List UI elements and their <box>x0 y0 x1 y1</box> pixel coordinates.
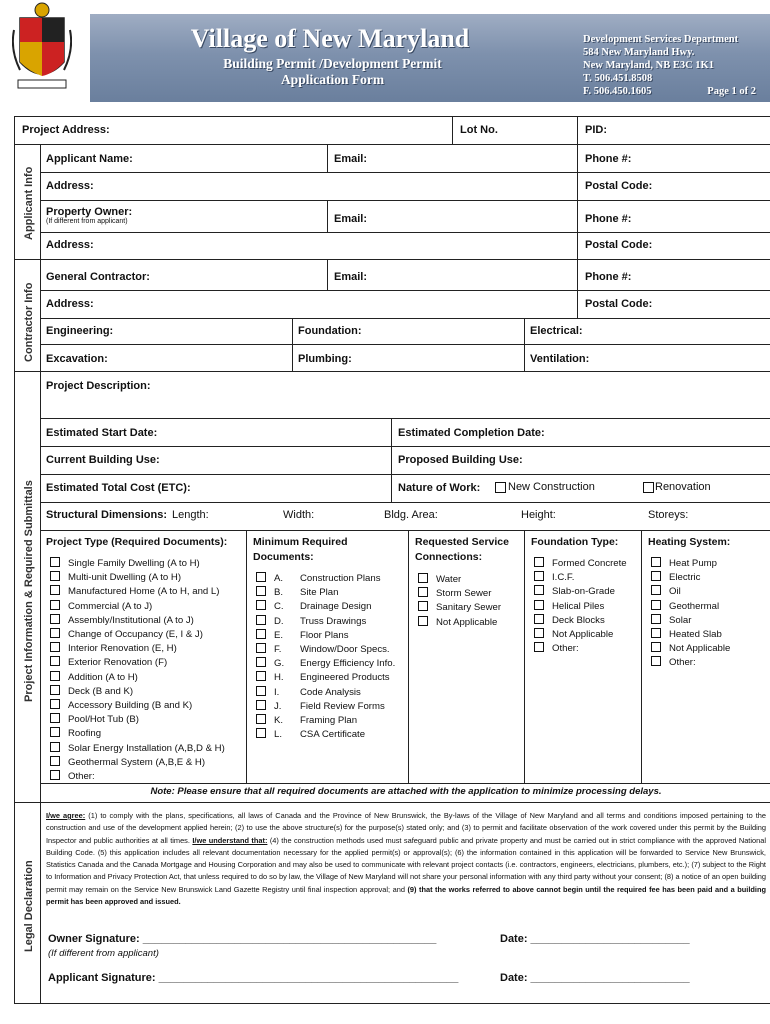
start-date-field[interactable]: Estimated Start Date: <box>46 427 158 439</box>
contractor-postal-field[interactable]: Postal Code: <box>585 298 653 310</box>
ventilation-field[interactable]: Ventilation: <box>530 353 590 365</box>
min-doc-item[interactable]: J. Field Review Forms <box>256 700 395 714</box>
electrical-field[interactable]: Electrical: <box>530 325 583 337</box>
owner-email-field[interactable]: Email: <box>334 213 368 225</box>
heating-checkbox[interactable] <box>651 557 661 567</box>
heating-checkbox[interactable] <box>651 600 661 610</box>
contractor-phone-field[interactable]: Phone #: <box>585 271 632 283</box>
heating-checkbox[interactable] <box>651 585 661 595</box>
foundation-item[interactable]: Helical Piles <box>534 600 627 614</box>
engineering-field[interactable]: Engineering: <box>46 325 114 337</box>
project-type-item[interactable]: Pool/Hot Tub (B) <box>50 713 225 727</box>
project-type-item[interactable]: Multi-unit Dwelling (A to H) <box>50 571 225 585</box>
village-crest-logo <box>12 0 72 95</box>
project-type-item[interactable]: Solar Energy Installation (A,B,D & H) <box>50 742 225 756</box>
form-subtitle: Building Permit /Development Permit Application Form <box>223 56 442 87</box>
min-doc-checkbox[interactable] <box>256 714 266 724</box>
service-checkbox[interactable] <box>418 587 428 597</box>
min-doc-checkbox[interactable] <box>256 643 266 653</box>
heating-item[interactable]: Heat Pump <box>651 557 730 571</box>
heating-checkbox[interactable] <box>651 642 661 652</box>
min-doc-item[interactable]: B. Site Plan <box>256 586 395 600</box>
heating-checkbox[interactable] <box>651 656 661 666</box>
min-doc-item[interactable]: A. Construction Plans <box>256 572 395 586</box>
owner-date-field[interactable]: Date: __________________________ <box>500 933 690 945</box>
heating-item[interactable]: Solar <box>651 614 730 628</box>
applicant-email-field[interactable]: Email: <box>334 153 368 165</box>
section-contractor-info: Contractor Info <box>23 282 35 362</box>
foundation-item[interactable]: Formed Concrete <box>534 557 627 571</box>
owner-postal-field[interactable]: Postal Code: <box>585 239 653 251</box>
project-type-item[interactable]: Change of Occupancy (E, I & J) <box>50 628 225 642</box>
service-connections-list <box>418 573 501 630</box>
foundation-type-heading: Foundation Type: <box>531 536 619 548</box>
heating-item[interactable]: Oil <box>651 585 730 599</box>
project-type-item[interactable]: Exterior Renovation (F) <box>50 656 225 670</box>
height-field[interactable]: Height: <box>521 509 556 521</box>
completion-date-field[interactable]: Estimated Completion Date: <box>398 427 545 439</box>
service-checkbox[interactable] <box>418 573 428 583</box>
excavation-field[interactable]: Excavation: <box>46 353 108 365</box>
min-doc-item[interactable]: D. Truss Drawings <box>256 615 395 629</box>
min-doc-checkbox[interactable] <box>256 728 266 738</box>
project-type-item[interactable]: Assembly/Institutional (A to J) <box>50 614 225 628</box>
service-item[interactable]: Storm Sewer <box>418 587 501 601</box>
heating-item[interactable]: Geothermal <box>651 600 730 614</box>
plumbing-field[interactable]: Plumbing: <box>298 353 352 365</box>
project-type-item[interactable]: Addition (A to H) <box>50 671 225 685</box>
min-docs-list <box>256 572 395 742</box>
min-doc-item[interactable]: F. Window/Door Specs. <box>256 643 395 657</box>
page-number: Page 1 of 2 <box>707 86 756 97</box>
storeys-field[interactable]: Storeys: <box>648 509 689 521</box>
min-doc-checkbox[interactable] <box>256 657 266 667</box>
project-type-checkbox[interactable] <box>50 557 60 567</box>
section-project-information: Project Information & Required Submittals <box>23 480 35 702</box>
project-type-item[interactable]: Geothermal System (A,B,E & H) <box>50 756 225 770</box>
min-doc-checkbox[interactable] <box>256 700 266 710</box>
attachment-note: Note: Please ensure that all required documents are attached with the application to minimize processing delays. <box>150 786 662 797</box>
heating-item[interactable]: Not Applicable <box>651 642 730 656</box>
min-doc-item[interactable]: I. Code Analysis <box>256 686 395 700</box>
project-type-checkbox[interactable] <box>50 585 60 595</box>
foundation-checkbox[interactable] <box>534 571 544 581</box>
foundation-checkbox[interactable] <box>534 585 544 595</box>
new-construction-checkbox[interactable] <box>495 482 506 493</box>
foundation-checkbox[interactable] <box>534 628 544 638</box>
new-construction-label: New Construction <box>508 481 595 493</box>
contractor-email-field[interactable]: Email: <box>334 271 368 283</box>
heating-checkbox[interactable] <box>651 571 661 581</box>
heating-system-heading: Heating System: <box>648 536 731 548</box>
owner-signature-field[interactable]: Owner Signature: ________________________________________________ <box>48 933 437 945</box>
applicant-postal-field[interactable]: Postal Code: <box>585 180 653 192</box>
project-type-checkbox[interactable] <box>50 671 60 681</box>
legal-declaration-text: I/we agree: (1) to comply with the plans, specifications, all laws of Canada and the Province of New Brunswick, the By-laws of the Village of New Maryland and all terms and conditions imposed pertaining to the construction and use of the development applied herein; (2) to use the above structure(s) for the purpose(s) stated only; and (3) to permit and facilitate observation of the work covered under this permit by the Building Inspector and public authorities at all times. I/we understand that: (4) the construction methods used must safeguard public and private property and must be carried out in strict compliance with the approved National Building Code. (5) this application includes all relevant documentation necessary for the applied permit(s) or approval(s); (6) the information contained in this application will be forwarded to Service New Brunswick, Statistics Canada and the Canada Mortgage and Housing Corporation and may also be used to communicate with relevant project contacts (i.e. contractors, engineers, electricians, plumbers, etc.); (7) subject to the Right to Information and Privacy Protection Act, that unless required to do so by law, the Village of New Maryland will not share your personal information with any third party without your consent; (8) a notice of an open building permit may remain on the Service New Brunswick Land Gazette Registry until final inspection approval; and (9) that the works referred to above cannot begin until the required fee has been paid and a building permit has been approved and issued. <box>46 811 766 907</box>
service-item[interactable]: Not Applicable <box>418 616 501 630</box>
service-checkbox[interactable] <box>418 616 428 626</box>
section-legal-declaration: Legal Declaration <box>23 860 35 952</box>
total-cost-field[interactable]: Estimated Total Cost (ETC): <box>46 482 191 494</box>
department-contact: Development Services Department 584 New Maryland Hwy. New Maryland, NB E3C 1K1 T. 506.451.8508 F. 506.450.1605 <box>583 34 739 97</box>
service-connections-heading: Requested Service Connections: <box>415 536 509 563</box>
min-doc-checkbox[interactable] <box>256 686 266 696</box>
applicant-address-field[interactable]: Address: <box>46 180 94 192</box>
owner-phone-field[interactable]: Phone #: <box>585 213 632 225</box>
min-doc-checkbox[interactable] <box>256 572 266 582</box>
min-doc-item[interactable]: E. Floor Plans <box>256 629 395 643</box>
owner-address-field[interactable]: Address: <box>46 239 94 251</box>
applicant-phone-field[interactable]: Phone #: <box>585 153 632 165</box>
bldg-area-field[interactable]: Bldg. Area: <box>384 509 438 521</box>
min-doc-item[interactable]: C. Drainage Design <box>256 600 395 614</box>
foundation-type-list <box>534 557 627 656</box>
project-type-checkbox[interactable] <box>50 727 60 737</box>
project-type-item[interactable]: Deck (B and K) <box>50 685 225 699</box>
service-item[interactable]: Sanitary Sewer <box>418 601 501 615</box>
heating-item[interactable]: Heated Slab <box>651 628 730 642</box>
project-type-checkbox[interactable] <box>50 742 60 752</box>
foundation-item[interactable]: Other: <box>534 642 627 656</box>
min-doc-item[interactable]: G. Energy Efficiency Info. <box>256 657 395 671</box>
min-doc-item[interactable]: K. Framing Plan <box>256 714 395 728</box>
foundation-item[interactable]: Deck Blocks <box>534 614 627 628</box>
project-description-field[interactable]: Project Description: <box>46 380 151 392</box>
foundation-item[interactable]: Slab-on-Grade <box>534 585 627 599</box>
renovation-label: Renovation <box>655 481 711 493</box>
project-type-checkbox[interactable] <box>50 685 60 695</box>
contractor-address-field[interactable]: Address: <box>46 298 94 310</box>
project-type-item[interactable]: Interior Renovation (E, H) <box>50 642 225 656</box>
project-type-item[interactable]: Roofing <box>50 727 225 741</box>
applicant-name-field[interactable]: Applicant Name: <box>46 153 133 165</box>
min-doc-checkbox[interactable] <box>256 600 266 610</box>
min-doc-checkbox[interactable] <box>256 615 266 625</box>
project-type-checkbox[interactable] <box>50 770 60 780</box>
project-type-checkbox[interactable] <box>50 713 60 723</box>
foundation-checkbox[interactable] <box>534 557 544 567</box>
heating-system-list <box>651 557 730 671</box>
lot-no-field[interactable]: Lot No. <box>460 124 498 136</box>
heating-checkbox[interactable] <box>651 628 661 638</box>
pid-field[interactable]: PID: <box>585 124 607 136</box>
applicant-date-field[interactable]: Date: __________________________ <box>500 972 690 984</box>
nature-of-work-label: Nature of Work: <box>398 482 481 494</box>
applicant-signature-field[interactable]: Applicant Signature: _________________________________________________ <box>48 972 459 984</box>
foundation-checkbox[interactable] <box>534 600 544 610</box>
min-doc-checkbox[interactable] <box>256 629 266 639</box>
proposed-use-field[interactable]: Proposed Building Use: <box>398 454 523 466</box>
width-field[interactable]: Width: <box>283 509 315 521</box>
heating-checkbox[interactable] <box>651 614 661 624</box>
project-type-list <box>50 557 225 784</box>
project-type-checkbox[interactable] <box>50 642 60 652</box>
project-type-checkbox[interactable] <box>50 756 60 766</box>
foundation-item[interactable]: Not Applicable <box>534 628 627 642</box>
project-type-item[interactable]: Accessory Building (B and K) <box>50 699 225 713</box>
project-type-item[interactable]: Commercial (A to J) <box>50 600 225 614</box>
heating-item[interactable]: Other: <box>651 656 730 670</box>
project-type-item[interactable]: Other: <box>50 770 225 784</box>
foundation-item[interactable]: I.C.F. <box>534 571 627 585</box>
project-type-checkbox[interactable] <box>50 656 60 666</box>
project-type-checkbox[interactable] <box>50 600 60 610</box>
project-type-checkbox[interactable] <box>50 614 60 624</box>
foundation-field[interactable]: Foundation: <box>298 325 362 337</box>
owner-signature-note: (If different from applicant) <box>48 948 159 959</box>
project-type-item[interactable]: Manufactured Home (A to H, and L) <box>50 585 225 599</box>
property-owner-field[interactable]: Property Owner: (If different from applicant) <box>46 206 133 225</box>
min-doc-item[interactable]: L. CSA Certificate <box>256 728 395 742</box>
current-use-field[interactable]: Current Building Use: <box>46 454 160 466</box>
project-address-field[interactable]: Project Address: <box>22 124 110 136</box>
min-doc-checkbox[interactable] <box>256 671 266 681</box>
structural-dimensions-label: Structural Dimensions: <box>46 509 168 521</box>
project-type-checkbox[interactable] <box>50 571 60 581</box>
foundation-checkbox[interactable] <box>534 614 544 624</box>
general-contractor-field[interactable]: General Contractor: <box>46 271 150 283</box>
project-type-checkbox[interactable] <box>50 699 60 709</box>
heating-item[interactable]: Electric <box>651 571 730 585</box>
service-item[interactable]: Water <box>418 573 501 587</box>
min-doc-item[interactable]: H. Engineered Products <box>256 671 395 685</box>
section-applicant-info: Applicant Info <box>23 166 35 240</box>
min-doc-checkbox[interactable] <box>256 586 266 596</box>
service-checkbox[interactable] <box>418 601 428 611</box>
length-field[interactable]: Length: <box>172 509 209 521</box>
project-type-checkbox[interactable] <box>50 628 60 638</box>
form-title: Village of New Maryland <box>190 24 470 53</box>
min-docs-heading: Minimum Required Documents: <box>253 536 348 563</box>
foundation-checkbox[interactable] <box>534 642 544 652</box>
project-type-heading: Project Type (Required Documents): <box>46 536 228 548</box>
renovation-checkbox[interactable] <box>643 482 654 493</box>
project-type-item[interactable]: Single Family Dwelling (A to H) <box>50 557 225 571</box>
